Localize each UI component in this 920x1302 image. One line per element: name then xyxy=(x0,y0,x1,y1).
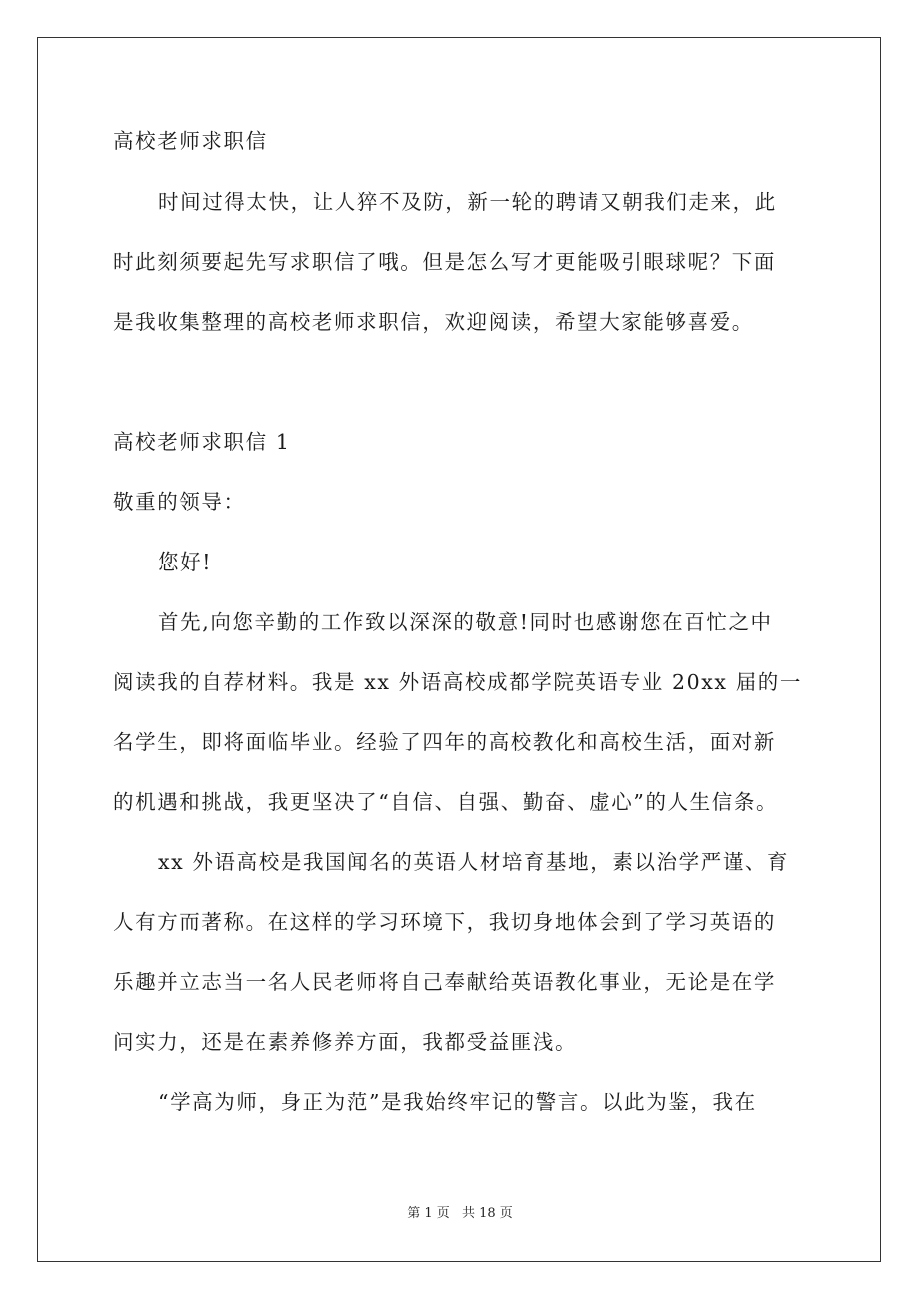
paragraph1-line-2: 阅读我的自荐材料。我是 xx 外语高校成都学院英语专业 20xx 届的一 xyxy=(113,670,802,694)
paragraph2-line-4: 问实力，还是在素养修养方面，我都受益匪浅。 xyxy=(113,1030,578,1054)
page-total: 共 18 页 xyxy=(461,1206,513,1221)
paragraph1-line-1: 首先,向您辛勤的工作致以深深的敬意!同时也感谢您在百忙之中 xyxy=(158,610,773,634)
page-frame xyxy=(37,37,881,1262)
paragraph1-line-3: 名学生，即将面临毕业。经验了四年的高校教化和高校生活，面对新 xyxy=(113,730,776,754)
paragraph1-line-4: 的机遇和挑战，我更坚决了“自信、自强、勤奋、虚心”的人生信条。 xyxy=(113,790,779,814)
paragraph2-line-2: 人有方而著称。在这样的学习环境下，我切身地体会到了学习英语的 xyxy=(113,910,776,934)
page-number: 第 1 页 xyxy=(407,1206,450,1221)
salutation: 敬重的领导： xyxy=(113,490,246,514)
page-footer xyxy=(0,1205,920,1223)
paragraph2-line-1: xx 外语高校是我国闻名的英语人材培育基地，素以治学严谨、育 xyxy=(158,850,790,874)
intro-line-3: 是我收集整理的高校老师求职信，欢迎阅读，希望大家能够喜爱。 xyxy=(113,310,754,334)
greeting: 您好! xyxy=(158,550,213,574)
intro-line-1: 时间过得太快，让人猝不及防，新一轮的聘请又朝我们走来，此 xyxy=(158,190,777,214)
paragraph3-line-1: “学高为师，身正为范”是我始终牢记的警言。以此为鉴，我在 xyxy=(158,1090,757,1114)
section-title: 高校老师求职信 1 xyxy=(113,430,291,454)
intro-line-2: 时此刻须要起先写求职信了哦。但是怎么写才更能吸引眼球呢？下面 xyxy=(113,250,776,274)
document-title: 高校老师求职信 xyxy=(113,129,268,153)
paragraph2-line-3: 乐趣并立志当一名人民老师将自己奉献给英语教化事业，无论是在学 xyxy=(113,970,776,994)
